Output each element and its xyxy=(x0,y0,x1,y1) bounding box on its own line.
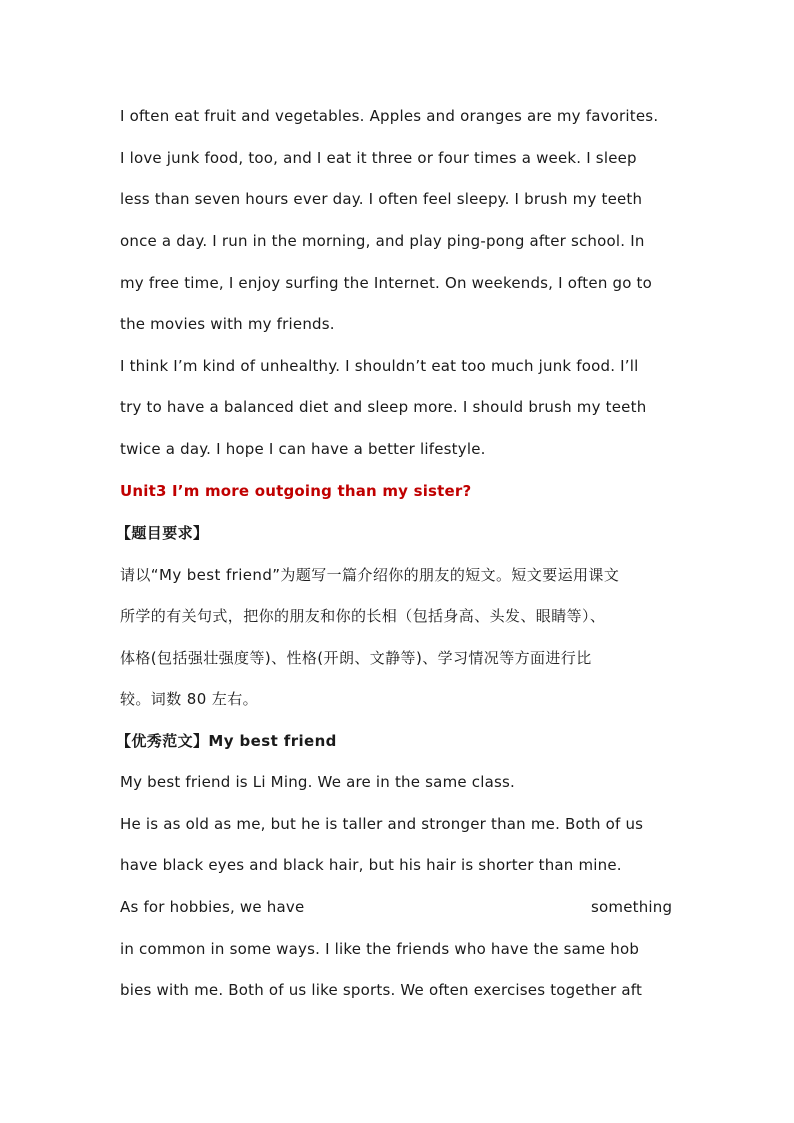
paragraph2-line-3: twice a day. I hope I can have a better lifestyle. xyxy=(120,440,486,458)
paragraph1-line-2: I love junk food, too, and I eat it three or four times a week. I sleep xyxy=(120,149,637,167)
sample-line-2: He is as old as me, but he is taller and stronger than me. Both of us xyxy=(120,815,644,833)
sample-line-3: have black eyes and black hair, but his hair is shorter than mine. xyxy=(120,856,622,874)
paragraph1-line-5: my free time, I enjoy surfing the Internet. On weekends, I often go to xyxy=(120,274,653,292)
requirement-line-3: 体格(包括强壮强度等)、性格(开朗、文静等)、学习情况等方面进行比 xyxy=(120,649,592,667)
sample-line-4-left: As for hobbies, we have xyxy=(120,898,305,916)
sample-line-4-right: something xyxy=(591,898,673,916)
sample-title: My best friend xyxy=(208,732,337,750)
sample-heading: 【优秀范文】 xyxy=(116,732,209,750)
requirement-line-4: 较。词数 80 左右。 xyxy=(120,690,259,708)
paragraph2-line-1: I think I’m kind of unhealthy. I shouldn’t eat too much junk food. I’ll xyxy=(120,357,639,375)
unit-heading: Unit3 I’m more outgoing than my sister? xyxy=(120,482,472,500)
paragraph1-line-1: I often eat fruit and vegetables. Apples and oranges are my favorites. xyxy=(120,107,659,125)
paragraph1-line-4: once a day. I run in the morning, and play ping-pong after school. In xyxy=(120,232,645,250)
requirement-line-1: 请以“My best friend”为题写一篇介绍你的朋友的短文。短文要运用课文 xyxy=(120,566,620,584)
sample-heading-row xyxy=(116,731,337,751)
requirement-line-2: 所学的有关句式，把你的朋友和你的长相（包括身高、头发、眼睛等）、 xyxy=(120,607,606,625)
paragraph1-line-3: less than seven hours ever day. I often feel sleepy. I brush my teeth xyxy=(120,190,643,208)
requirement-heading: 【题目要求】 xyxy=(116,524,209,542)
sample-line-6: bies with me. Both of us like sports. We often exercises together aft xyxy=(120,981,643,999)
sample-line-5: in common in some ways. I like the friends who have the same hob xyxy=(120,940,640,958)
paragraph2-line-2: try to have a balanced diet and sleep more. I should brush my teeth xyxy=(120,398,647,416)
sample-line-1: My best friend is Li Ming. We are in the same class. xyxy=(120,773,515,791)
paragraph1-line-6: the movies with my friends. xyxy=(120,315,335,333)
